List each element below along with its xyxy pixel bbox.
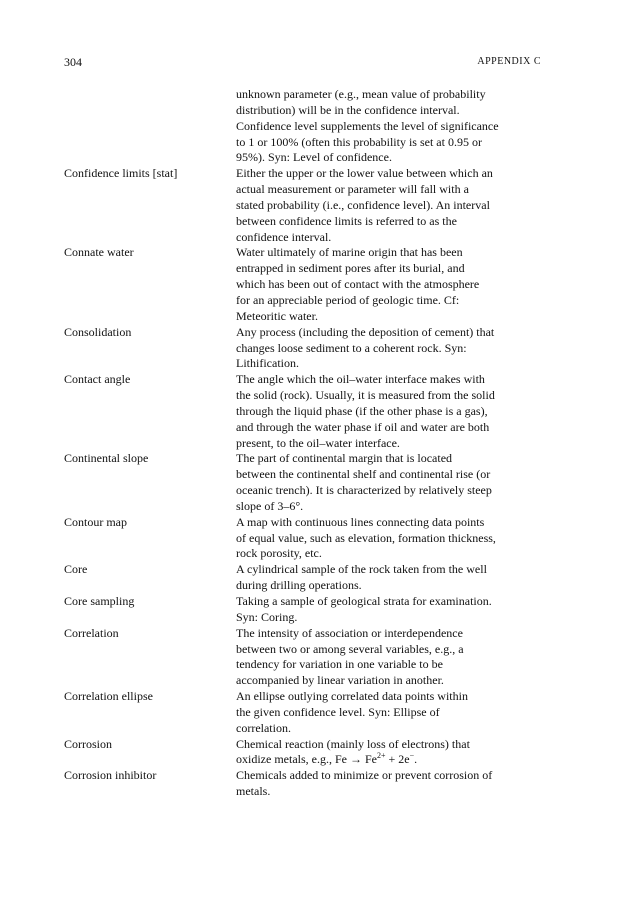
glossary-term: Contour map (64, 514, 127, 529)
page-number: 304 (64, 55, 82, 69)
glossary-definition (236, 325, 541, 373)
definition-line: metals. (236, 784, 271, 799)
definition-line: actual measurement or parameter will fall with a (236, 182, 469, 197)
definition-line: Chemicals added to minimize or prevent corrosion of (236, 768, 493, 783)
definition-formula-line (236, 752, 541, 768)
glossary-term: Consolidation (64, 324, 132, 339)
glossary-definition (236, 768, 541, 800)
definition-line: changes loose sediment to a coherent rock. Syn: (236, 340, 467, 355)
definition-line: Taking a sample of geological strata for examination. (236, 594, 492, 608)
definition-line: The intensity of association or interdependence (236, 625, 463, 640)
definition-line: The angle which the oil–water interface makes with (236, 372, 485, 387)
glossary-entry-contact-angle (64, 372, 544, 451)
glossary-term: Correlation (64, 625, 119, 640)
running-head: APPENDIX C (477, 56, 541, 67)
formula-prefix: oxidize metals, e.g., Fe → Fe (236, 752, 377, 767)
definition-line: tendency for variation in one variable to be (236, 657, 443, 672)
glossary-entry-contour-map (64, 515, 544, 563)
definition-line: for an appreciable period of geologic time. Cf: (236, 292, 460, 307)
glossary-entry-continued-confidence-level (64, 87, 544, 166)
definition-line: An ellipse outlying correlated data points within (236, 689, 468, 704)
definition-line: Meteoritic water. (236, 308, 318, 323)
definition-line: Chemical reaction (mainly loss of electrons) that (236, 736, 470, 751)
glossary-definition (236, 451, 541, 514)
definition-line: accompanied by linear variation in another. (236, 673, 444, 688)
glossary-definition (236, 626, 541, 689)
glossary-term: Connate water (64, 245, 134, 260)
definition-line: Confidence level supplements the level of significance (236, 118, 499, 133)
definition-line: Syn: Coring. (236, 609, 298, 624)
glossary-list (64, 87, 544, 800)
definition-line: Any process (including the deposition of cement) that (236, 324, 495, 339)
glossary-entry-correlation (64, 626, 544, 689)
definition-line: and through the water phase if oil and water are both (236, 419, 490, 434)
definition-line: present, to the oil–water interface. (236, 435, 400, 450)
glossary-term: Corrosion (64, 736, 112, 751)
glossary-entry-consolidation (64, 325, 544, 373)
glossary-definition (236, 245, 541, 324)
glossary-definition (236, 166, 541, 245)
definition-line: confidence interval. (236, 229, 332, 244)
definition-line: rock porosity, etc. (236, 546, 322, 561)
glossary-term: Corrosion inhibitor (64, 768, 157, 783)
glossary-definition (236, 737, 541, 769)
definition-line: entrapped in sediment pores after its burial, and (236, 261, 465, 276)
definition-line: of equal value, such as elevation, formation thickness, (236, 530, 496, 545)
definition-line: slope of 3–6°. (236, 498, 304, 513)
formula-suffix: . (414, 752, 418, 767)
definition-line: between confidence limits is referred to as the (236, 213, 457, 228)
glossary-term: Core sampling (64, 594, 135, 608)
definition-line: A map with continuous lines connecting data points (236, 514, 485, 529)
definition-line: The part of continental margin that is located (236, 451, 453, 466)
glossary-entry-corrosion-inhibitor (64, 768, 544, 800)
definition-line: 95%). Syn: Level of confidence. (236, 150, 392, 165)
definition-line: unknown parameter (e.g., mean value of probability (236, 87, 486, 101)
glossary-term: Correlation ellipse (64, 689, 153, 704)
glossary-term: Confidence limits [stat] (64, 166, 178, 181)
definition-line: Lithification. (236, 356, 299, 371)
glossary-definition (236, 689, 541, 737)
electron-charge-superscript: − (409, 751, 415, 761)
definition-line: A cylindrical sample of the rock taken from the well (236, 562, 487, 577)
glossary-entry-corrosion (64, 737, 544, 769)
glossary-definition (236, 562, 541, 594)
page-header (64, 54, 541, 70)
definition-line: Either the upper or the lower value between which an (236, 166, 493, 181)
glossary-entry-continental-slope (64, 451, 544, 514)
iron-charge-superscript: 2+ (376, 751, 386, 761)
definition-line: to 1 or 100% (often this probability is set at 0.95 or (236, 134, 482, 149)
definition-line: during drilling operations. (236, 578, 362, 593)
glossary-definition (236, 594, 541, 626)
definition-line: correlation. (236, 720, 291, 735)
glossary-entry-confidence-limits (64, 166, 544, 245)
glossary-term: Core (64, 562, 88, 577)
definition-line: the solid (rock). Usually, it is measured from the solid (236, 388, 495, 403)
formula-middle: + 2e (385, 752, 410, 767)
definition-line: through the liquid phase (if the other phase is a gas), (236, 403, 488, 418)
definition-line: between the continental shelf and continental rise (or (236, 467, 491, 482)
definition-line: distribution) will be in the confidence interval. (236, 102, 460, 117)
glossary-entry-core (64, 562, 544, 594)
glossary-term: Continental slope (64, 451, 149, 466)
glossary-entry-correlation-ellipse (64, 689, 544, 737)
glossary-term (64, 87, 236, 166)
definition-line: the given confidence level. Syn: Ellipse of (236, 704, 440, 719)
glossary-definition (236, 372, 541, 451)
definition-line: oceanic trench). It is characterized by relatively steep (236, 483, 492, 498)
definition-line: which has been out of contact with the atmosphere (236, 277, 480, 292)
glossary-definition (236, 87, 541, 166)
glossary-entry-core-sampling (64, 594, 544, 626)
definition-line: stated probability (i.e., confidence level). An interval (236, 197, 490, 212)
glossary-term: Contact angle (64, 372, 131, 387)
glossary-entry-connate-water (64, 245, 544, 324)
glossary-definition (236, 515, 541, 563)
definition-line: Water ultimately of marine origin that has been (236, 245, 463, 260)
definition-line: between two or among several variables, e.g., a (236, 641, 464, 656)
